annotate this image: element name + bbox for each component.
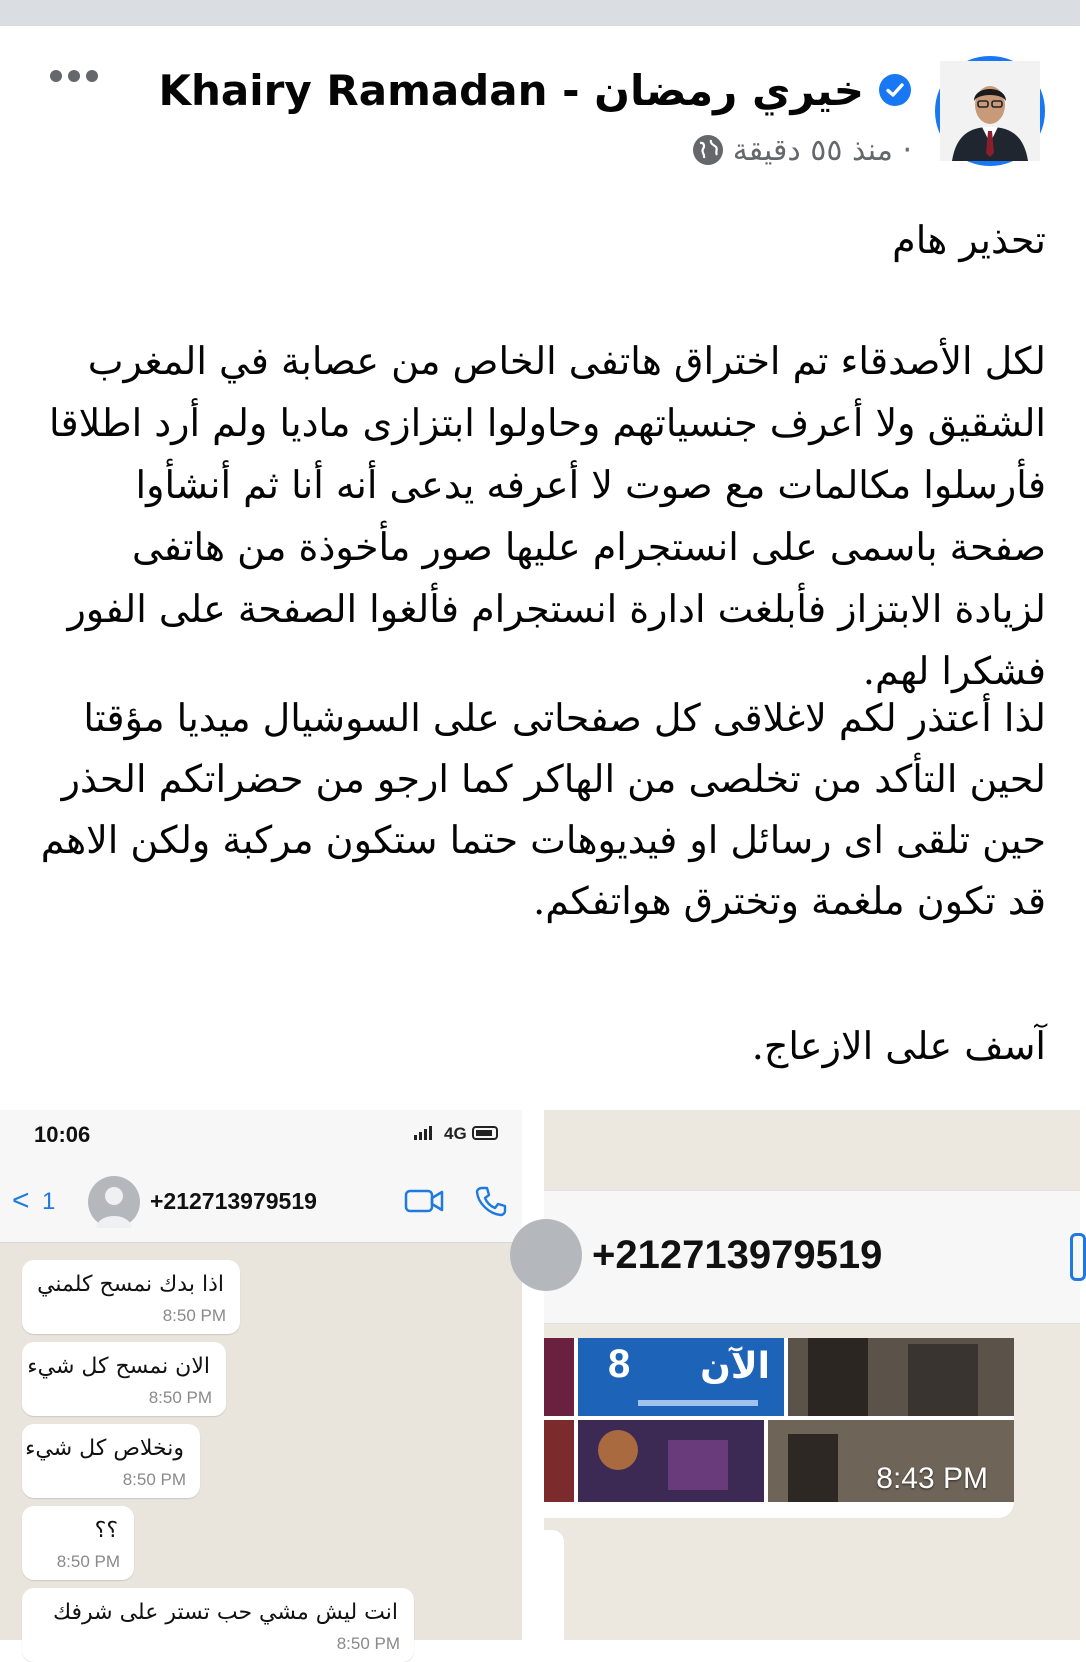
media-thumb[interactable] [544,1420,574,1502]
media-thumb-tv[interactable] [578,1338,784,1416]
media-thumb[interactable] [544,1338,574,1416]
post-paragraph-hack: لكل الأصدقاء تم اختراق هاتفى الخاص من عصابة في المغرب الشقيق ولا أعرف جنسياتهم وحاولوا ابتزازى ماديا ولم أرد اطلاقا فأرسلوا مكالمات مع صوت لا أعرفه يدعى أنه أنا ثم أنشأوا صفحة باسمى على انستجرام عليها صور مأخوذة من هاتفى لزيادة الابتزاز فأبلغت ادارة انستجرام فألغوا الصفحة على الفور فشكرا لهم. [48,339,1046,693]
tv-logo-number: 8 [608,1342,631,1386]
battery-icon [472,1126,498,1140]
back-count[interactable]: 1 [42,1188,56,1215]
message-text: اذا بدك نمسح كلمني [37,1272,224,1297]
chevron-left-icon[interactable]: < [12,1184,30,1217]
post-paragraph-sorry: آسف على الازعاج. [751,1024,1046,1068]
phone-call-icon[interactable] [474,1184,508,1218]
contact-phone[interactable]: +212713979519 [150,1188,317,1214]
message-text: انت ليش مشي حب تستر على شرفك [52,1600,398,1625]
message-bubble[interactable] [22,1424,200,1498]
profile-avatar[interactable] [935,56,1045,166]
video-call-icon[interactable] [404,1186,444,1216]
chat-header-zoomed [544,1190,1080,1324]
message-bubble[interactable] [22,1260,240,1334]
message-bubble[interactable] [22,1588,414,1662]
more-options-icon[interactable] [50,64,100,88]
contact-avatar[interactable] [88,1176,140,1228]
status-bar [0,1110,522,1162]
media-grid[interactable] [544,1338,1014,1518]
chat-header [0,1162,522,1243]
message-time: 8:50 PM [56,1552,120,1571]
screenshot-right[interactable] [544,1110,1080,1640]
contact-phone-zoomed[interactable]: +212713979519 [592,1233,883,1277]
avatar-photo [940,61,1040,161]
contact-avatar[interactable] [510,1219,582,1291]
media-thumb[interactable] [578,1420,764,1502]
post-paragraph-apology: لذا أعتذر لكم لاغلاقى كل صفحاتى على السوشيال ميديا مؤقتا لحين التأكد من تخلصى من الهاكر كما ارجو من حضراتكم الحذر حين تلقى اى رسائل او فيديوهات حتما ستكون مركبة ولكن الاهم قد تكون ملغمة وتخترق هواتفكم. [40,696,1046,923]
top-bar [0,0,1080,26]
media-timestamp: 8:43 PM [876,1462,988,1495]
message-text: ؟؟ [94,1518,118,1543]
message-bubble[interactable] [22,1506,134,1580]
post-meta [691,130,912,170]
message-time: 8:50 PM [148,1388,212,1407]
globe-icon[interactable] [691,133,725,167]
screenshot-left[interactable] [0,1110,522,1653]
post-title: تحذير هام [892,218,1046,262]
post-author[interactable] [158,62,912,118]
video-call-icon[interactable] [1070,1233,1086,1281]
media-thumb[interactable] [788,1338,1014,1416]
message-bubble[interactable] [22,1342,226,1416]
message-time: 8:50 PM [336,1634,400,1653]
status-time: 10:06 [34,1122,91,1147]
message-time: 8:50 PM [122,1470,186,1489]
message-text: ونخلاص كل شيء [25,1436,184,1461]
author-name[interactable]: Khairy Ramadan - خيري رمضان [158,65,864,115]
tv-badge: الآن [700,1346,770,1387]
verified-badge-icon [878,73,912,107]
signal-icon [414,1126,432,1140]
message-bubble[interactable] [524,1530,564,1650]
message-text: الان نمسح كل شيء [27,1354,210,1379]
message-time: 8:50 PM [162,1306,226,1325]
post-timestamp[interactable]: منذ ٥٥ دقيقة · [732,132,912,168]
network-label: 4G [444,1124,467,1143]
